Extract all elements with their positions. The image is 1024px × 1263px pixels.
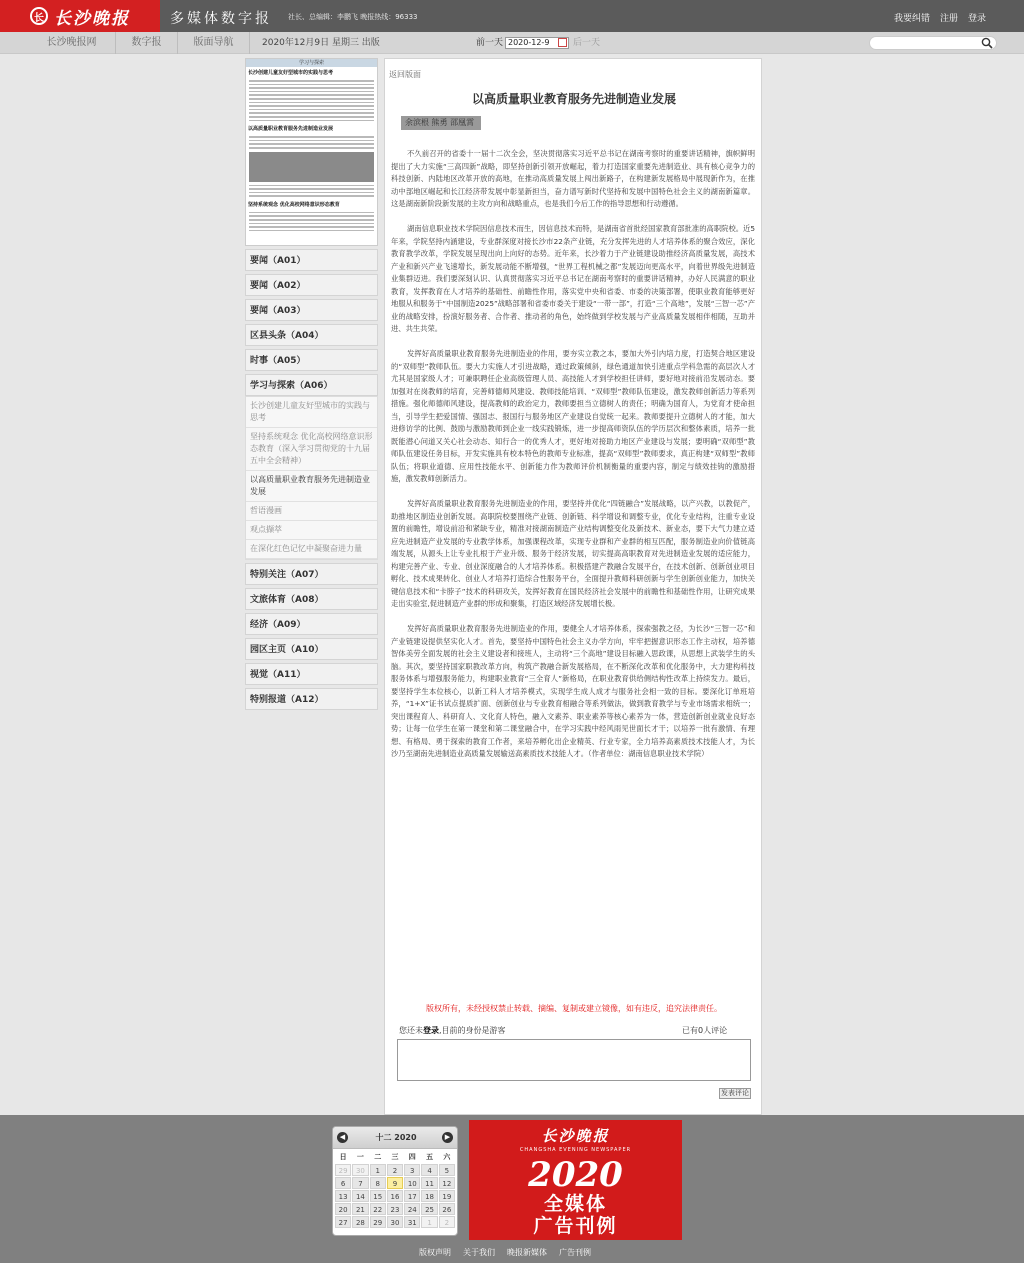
article-link[interactable]: 哲语漫画	[246, 502, 377, 521]
ad-logo: 长沙晚报	[541, 1127, 610, 1145]
calendar-weekday: 四	[408, 1153, 416, 1161]
calendar-day[interactable]: 24	[404, 1203, 420, 1215]
calendar-weekday: 三	[391, 1153, 399, 1161]
nav-item-digital-paper[interactable]: 数字报	[116, 32, 178, 54]
calendar-weekday: 五	[426, 1153, 434, 1161]
calendar-day[interactable]: 25	[421, 1203, 437, 1215]
footer-link-about[interactable]: 关于我们	[463, 1248, 495, 1257]
footer-link-copyright[interactable]: 版权声明	[419, 1248, 451, 1257]
search-icon[interactable]	[980, 36, 994, 50]
footer-link-ads[interactable]: 广告刊例	[559, 1248, 591, 1257]
next-day-link[interactable]: 后一天	[573, 38, 601, 48]
logo-emblem-icon: 长	[30, 7, 48, 25]
login-link[interactable]: 登录	[967, 14, 986, 24]
section-item[interactable]: 特别报道（A12）	[245, 688, 378, 710]
calendar-day[interactable]: 17	[404, 1190, 420, 1202]
section-article-list	[245, 396, 378, 560]
calendar-day[interactable]: 5	[439, 1164, 455, 1176]
calendar-day[interactable]: 14	[352, 1190, 368, 1202]
calendar-month: 十二 2020	[375, 1133, 417, 1142]
report-error-link[interactable]: 我要纠错	[893, 14, 930, 24]
ad-banner[interactable]	[469, 1120, 682, 1240]
article-paragraph: 发挥好高质量职业教育服务先进制造业的作用，要夯实立教之本，要加大外引内培力度，打造契合地区建设的“双师型”教师队伍。要大力实施人才引进战略，通过政策倾斜，绿色通道加快引进重点学科急需的高层次人才尤其是国家级人才；可兼职聘任企业高级管理人员、高技能人才到学校担任讲师，要好地对接前沿发展动态。要加强对在岗教师的培育，完善师德师风建设、教师技能培训、“双师型”教师队伍建设，激发教师创新活力等系列措施。强化师德师风建设，提高教师的政治定力，教师要担当立德树人的责任；明确为国育人，为党育才使命担当，引导学生把爱国情、强国志、报国行与服务地区产业建设自觉统一起来。教师要提升立德树人的才能，加大进修访学的比例、鼓励与激励教师到企业一线实践锻炼，进一步提高师资队伍的学历层次和整体素质，培养一批既能潜心问道又关心社会动态、知行合一的优秀人才，更好地对接助力地区产业建设与发展；要明确“双师型”教师队伍建设任务目标，开发实施具有校本特色的教师专业标准，提高“双师型”教师要求，真正构建“双师型”教师队伍；将职业道德、应用性技能水平、创新能力作为教师评价机制衡量的重要内容，制定与绩效挂钩的激励措施，激发教师创新活力。	[391, 349, 755, 483]
calendar-day[interactable]: 19	[439, 1190, 455, 1202]
section-list	[245, 249, 378, 713]
section-item[interactable]: 要闻（A02）	[245, 274, 378, 296]
calendar-day[interactable]: 29	[335, 1164, 351, 1176]
article-paragraph: 湖南信息职业技术学院因信息技术而生，因信息技术而特，是湖南省首批经国家教育部批准的高职院校。近5年来，学院坚持内涵建设，专业群深度对接长沙市22条产业链，充分发挥先进的人才培养体系的聚合效应，深化教育教学改革，学院发展呈现出向上向好的态势。近年来，长沙着力于产业链建设助推经济高质量发展，高技术产业和新兴产业飞速增长，新发展动能不断增强，“世界工程机械之都”发展迈向更高水平，向着世界级先进制造业集群迈进。我们要深刻认识、认真贯彻落实习近平总书记在湖南考察时的重要讲话精神，办好人民满意的职业教育，发挥教育在人才培养的基础性、前瞻性作用，落实党中央和省委、市委的决策部署，使职业教育能够更好地服从和服务于“中国制造2025”战略部署和省委市委关于建设“一带一部”，打造“三个高地”，发展“三智一芯”产业的战略安排，扮演好服务者、合作者、推动者的角色，始终做到学校发展与产业高质量发展相伴相随，互助并进、共生共荣。	[391, 224, 755, 333]
user-links	[894, 11, 986, 24]
calendar-day[interactable]: 4	[421, 1164, 437, 1176]
calendar-day[interactable]: 30	[387, 1216, 403, 1228]
calendar-weekday: 日	[339, 1153, 347, 1161]
comment-textarea[interactable]	[397, 1039, 751, 1081]
thumb-header: 学习与探索	[246, 59, 377, 67]
issue-date: 2020年12月9日 星期三 出版	[262, 38, 380, 48]
calendar-day[interactable]: 27	[335, 1216, 351, 1228]
nav-item-page-nav[interactable]: 版面导航	[178, 32, 250, 54]
calendar-prev-icon[interactable]: ◀	[337, 1132, 348, 1143]
section-item[interactable]: 特别关注（A07）	[245, 563, 378, 585]
comment-prompt-pre: 您还未	[399, 1026, 423, 1035]
calendar-day[interactable]: 23	[387, 1203, 403, 1215]
article-paragraph: 发挥好高质量职业教育服务先进制造业的作用，要坚持并优化“四链融合”发展战略，以产兴教，以教促产，助推地区制造业创新发展。高职院校要围绕产业链、创新链、科学增设和调整专业，优化专业结构，注重专业设置的前瞻性，增设前沿和紧缺专业，精准对接湖南制造产业结构调整变化及新技术、新业态，要下大气力建立适应先进制造产业发展的专业教学体系，加强课程改革，实现专业群和产业群的相互匹配，服务制造业向价值链高端发展，从源头上让专业扎根于产业升级、服务于经济发展，切实提高高职教育对先进制造业发展的适应能力，构建完善产业、专业、创业深度融合的人才培养体系。积极搭建产教融合发展平台，在技术创新、创新创业项目孵化、技术成果转化、创业人才培养打造综合性服务平台，全面提升教师科研创新与学生创新创业能力，加快关键信息技术和“卡脖子”技术的科研攻关，发挥好教育在国民经济社会发展中的前瞻性和基础性作用，让研究成果走出实验室,促进制造产业群的形成和聚集，打造区域经济发展增长极。	[391, 499, 755, 608]
calendar-day[interactable]: 7	[352, 1177, 368, 1189]
comment-login-link[interactable]: 登录	[423, 1026, 439, 1035]
thumb-headline: 长沙创建儿童友好型城市的实践与思考	[248, 70, 334, 76]
site-logo[interactable]	[0, 0, 160, 32]
ad-subtitle: CHANGSHA EVENING NEWSPAPER	[519, 1147, 632, 1153]
comment-prompt-post: ,目前的身份是游客	[439, 1026, 506, 1035]
calendar-day[interactable]: 16	[387, 1190, 403, 1202]
calendar-day[interactable]: 21	[352, 1203, 368, 1215]
calendar-day[interactable]: 2	[439, 1216, 455, 1228]
calendar-grid	[333, 1149, 457, 1230]
article-author: 余滨根 熊勇 邵凰霄	[401, 116, 481, 130]
thumb-headline: 坚持系统观念 优化高校网络意识形态教育	[248, 201, 340, 208]
article-link-active[interactable]: 以高质量职业教育服务先进制造业发展	[246, 471, 377, 502]
calendar-day[interactable]: 6	[335, 1177, 351, 1189]
comment-count: 已有0人评论	[682, 1026, 728, 1035]
calendar-icon[interactable]	[558, 38, 567, 47]
calendar-day[interactable]: 13	[335, 1190, 351, 1202]
calendar-day[interactable]: 1	[421, 1216, 437, 1228]
calendar-weekday: 六	[443, 1153, 451, 1161]
article-paragraph: 不久前召开的省委十一届十二次全会，坚决贯彻落实习近平总书记在湖南考察时的重要讲话精神，旗帜鲜明提出了大力实施“三高四新”战略，即坚持创新引领开放崛起，着力打造国家重要先进制造业、具有核心竞争力的科技创新、内陆地区改革开放的高地，在推动高质量发展上闯出新路子，在构建新发展格局中展现新作为，在推动中部地区崛起和长江经济带发展中彰显新担当，奋力谱写新时代坚持和发展中国特色社会主义的湖南新篇章。这是湖南新阶段新发展的主攻方向和战略重点，也是我们今后工作的指导思想和行动遵循。	[391, 149, 755, 208]
section-item[interactable]: 要闻（A01）	[245, 249, 378, 271]
calendar-day[interactable]: 3	[404, 1164, 420, 1176]
calendar-day[interactable]: 8	[370, 1177, 386, 1189]
section-item[interactable]: 文旅体育（A08）	[245, 588, 378, 610]
article-link[interactable]: 在深化红色记忆中凝聚奋进力量	[246, 540, 377, 559]
ad-year: 2020	[528, 1155, 623, 1195]
calendar-day[interactable]: 20	[335, 1203, 351, 1215]
article-panel	[384, 58, 762, 1115]
calendar-day[interactable]: 11	[421, 1177, 437, 1189]
section-item[interactable]: 要闻（A03）	[245, 299, 378, 321]
article-link[interactable]: 坚持系统观念 优化高校网络意识形态教育（深入学习贯彻党的十九届五中全会精神）	[246, 428, 377, 471]
calendar-weekday: 二	[374, 1153, 382, 1161]
section-item[interactable]: 区县头条（A04）	[245, 324, 378, 346]
thumb-headline: 以高质量职业教育服务先进制造业发展	[248, 126, 334, 133]
search-input[interactable]	[869, 36, 997, 50]
calendar-day[interactable]: 10	[404, 1177, 420, 1189]
article-link[interactable]: 观点撷萃	[246, 521, 377, 540]
thumb-image	[249, 152, 374, 182]
calendar-next-icon[interactable]: ▶	[442, 1132, 453, 1143]
submit-comment-button[interactable]: 发表评论	[721, 1089, 749, 1097]
calendar-day[interactable]: 22	[370, 1203, 386, 1215]
section-item[interactable]: 时事（A05）	[245, 349, 378, 371]
footer-link-new-media[interactable]: 晚报新媒体	[507, 1248, 547, 1257]
comment-login-prompt	[399, 1025, 506, 1036]
ad-line1: 全媒体	[543, 1193, 607, 1215]
calendar-header	[333, 1127, 457, 1149]
site-title: 多媒体数字报	[170, 11, 272, 27]
footer-links	[419, 1247, 591, 1258]
date-input[interactable]: 2020-12-9	[505, 37, 569, 49]
calendar-day[interactable]: 1	[370, 1164, 386, 1176]
article-link[interactable]: 长沙创建儿童友好型城市的实践与思考	[246, 397, 377, 428]
section-item[interactable]: 视觉（A11）	[245, 663, 378, 685]
calendar-day[interactable]: 29	[370, 1216, 386, 1228]
nav-item-website[interactable]: 长沙晚报网	[28, 32, 116, 54]
calendar-widget	[332, 1126, 458, 1236]
calendar-day[interactable]: 12	[439, 1177, 455, 1189]
section-item[interactable]: 园区主页（A10）	[245, 638, 378, 660]
calendar-day[interactable]: 2	[387, 1164, 403, 1176]
section-item-active[interactable]: 学习与探索（A06）	[245, 374, 378, 396]
calendar-weekday: 一	[356, 1153, 364, 1161]
calendar-day[interactable]: 30	[352, 1164, 368, 1176]
calendar-day[interactable]: 31	[404, 1216, 420, 1228]
calendar-day[interactable]: 15	[370, 1190, 386, 1202]
section-item[interactable]: 经济（A09）	[245, 613, 378, 635]
calendar-day[interactable]: 18	[421, 1190, 437, 1202]
calendar-day[interactable]: 28	[352, 1216, 368, 1228]
editors-info: 社长、总编辑：李鹏飞 晚报热线：96333	[288, 13, 418, 21]
calendar-day[interactable]: 26	[439, 1203, 455, 1215]
page-thumbnail[interactable]	[245, 58, 378, 246]
logo-text: 长沙晚报	[54, 8, 130, 29]
article-title: 以高质量职业教育服务先进制造业发展	[471, 92, 676, 106]
article-paragraph: 发挥好高质量职业教育服务先进制造业的作用，要健全人才培养体系，探索强教之径，为长沙“三智一芯”和产业链建设提供坚实化人才。首先，要坚持中国特色社会主义办学方向，牢牢把握意识形态工作主动权，培养德智体美劳全面发展的社会主义建设者和接班人，主动将“三个高地”建设目标融入思政课，从思想上武装学生的头脑。其次，要坚持国家职教改革方向，构筑产教融合新发展格局，在不断深化改革和优化服务中，大力建构科技服务体系与增强服务能力，构建职业教育“三全育人”新格局，在职业教育供给侧结构性改革上持续发力。最后，要坚持学生本位核心，以新工科人才培养模式，实现学生成人成才与服务社会相一致的目标。要深化订单班培养，“1+X”证书试点提质扩面、创新创业与专业教育相融合等系列做法，做到教育教学与专业市场需求相统一；突出课程育人、科研育人、文化育人特色，融入文素养、职业素养等核心素养为一体，营造创新创业就业良好态势；让每一位学生在第一课堂和第二课堂融合中，在学习实践中经风雨见世面长才干；以培养一批有激情、有理想、有格局、勇于探索的教育工作者，来培养孵化出企业精英、行业专家，全力培养高素质技术技能人才，为长沙乃至湖南先进制造业高质量发展输送高素质技术技能人才。（作者单位：湖南信息职业技术学院）	[391, 624, 755, 758]
register-link[interactable]: 注册	[939, 14, 958, 24]
ad-line2: 广告刊例	[533, 1215, 618, 1237]
top-bar	[0, 0, 1024, 32]
prev-day-link[interactable]: 前一天	[476, 38, 504, 48]
calendar-day-selected[interactable]: 9	[387, 1177, 403, 1189]
back-to-page-link[interactable]: 返回版面	[389, 70, 421, 79]
article-body	[391, 148, 755, 773]
copyright-notice: 版权所有，未经授权禁止转载、摘编、复制或建立镜像，如有违反，追究法律责任。	[426, 1004, 722, 1013]
